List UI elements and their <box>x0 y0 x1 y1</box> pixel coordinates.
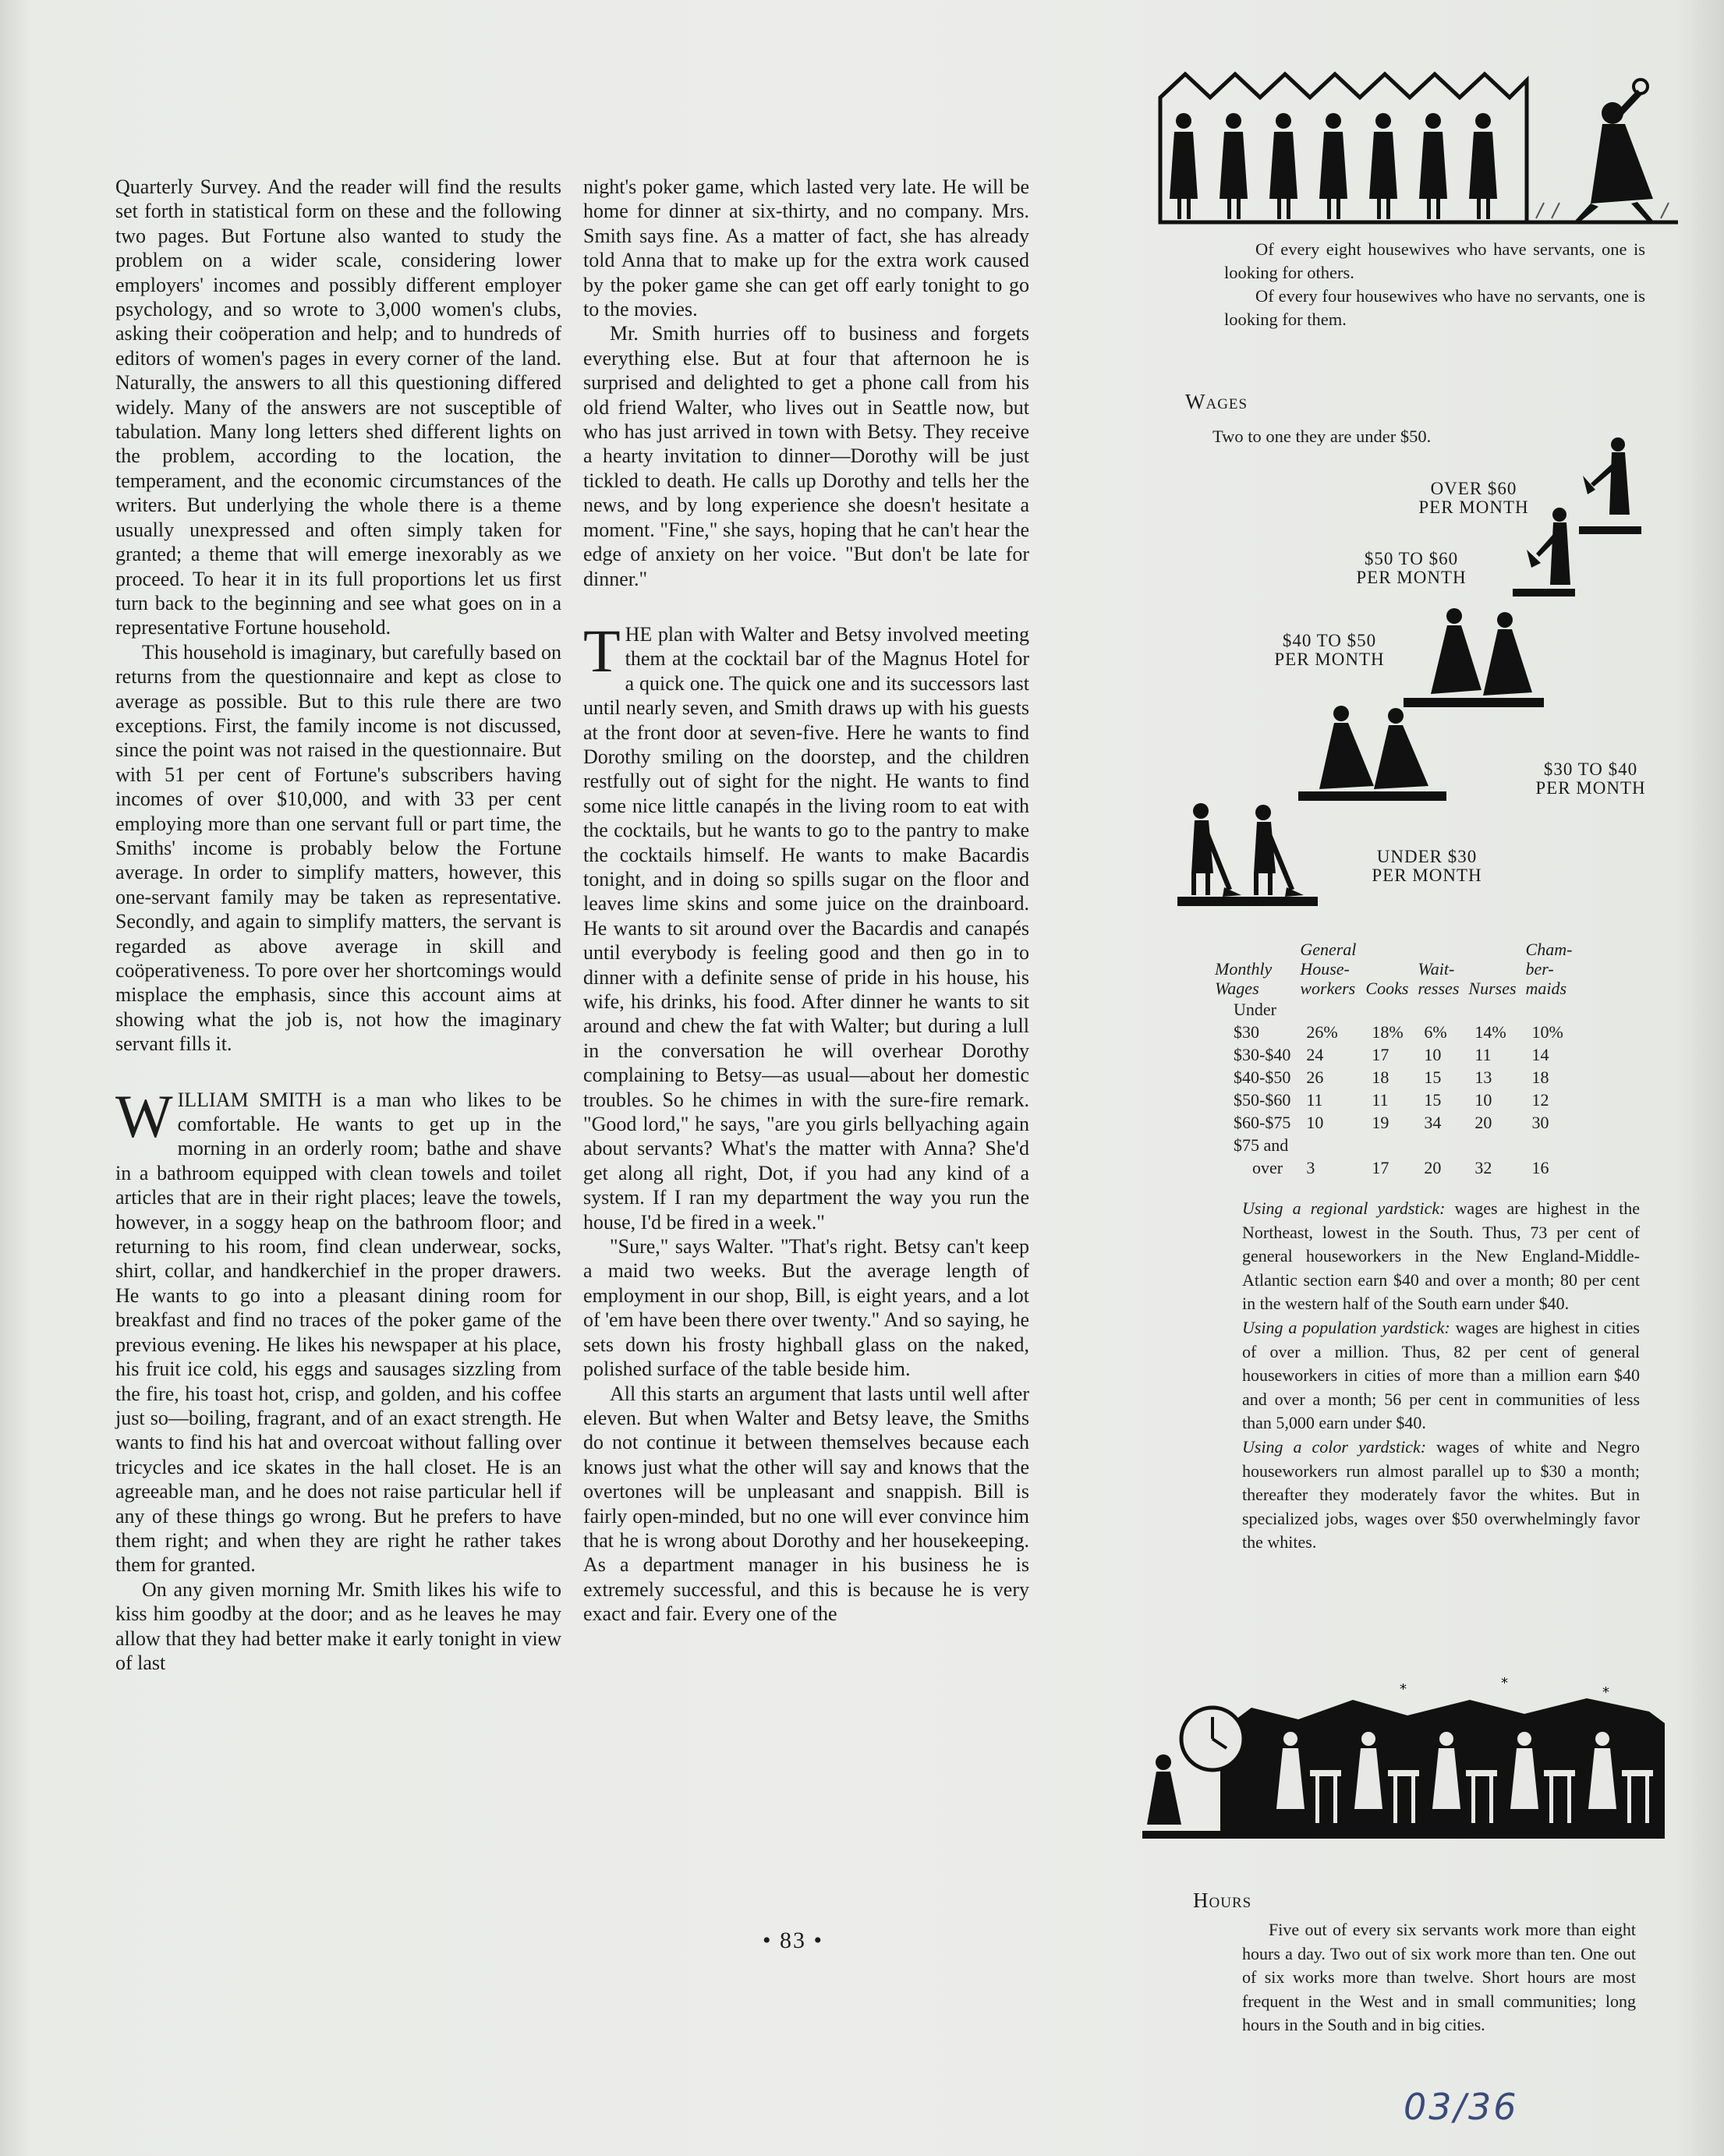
table-cell: 18 <box>1531 1067 1549 1087</box>
wage-label-30-40-line2: PER MONTH <box>1535 778 1646 798</box>
table-cell: 3 <box>1306 1158 1315 1177</box>
table-row <box>1210 1134 1577 1179</box>
hours-heading: Hours <box>1193 1889 1252 1912</box>
table-row <box>1210 1066 1577 1089</box>
table-cell: 18 <box>1372 1067 1389 1087</box>
table-cell: 18% <box>1372 1022 1404 1042</box>
row-label: $75 and over <box>1234 1135 1289 1177</box>
row-label: $50-$60 <box>1234 1090 1291 1110</box>
wage-table-header-row <box>1210 940 1577 998</box>
row-label: $60-$75 <box>1234 1113 1291 1132</box>
table-cell: 14% <box>1474 1022 1506 1042</box>
wage-label-under30 <box>1333 848 1520 885</box>
col2-paragraph-1: night's poker game, which lasted very late. He will be home for dinner at six-thirty, and no company. Mrs. Smith says fine. As a matter of fact, she has already told Anna that to make up for the extra work caused by the poker game she can get off early tonight to go to the movies. <box>583 175 1029 321</box>
table-cell: 17 <box>1372 1045 1389 1064</box>
table-cell: 17 <box>1372 1158 1389 1177</box>
wage-label-over60 <box>1380 480 1567 517</box>
table-row <box>1210 998 1577 1043</box>
wage-label-40-50-line2: PER MONTH <box>1274 650 1385 669</box>
wage-label-50-60-line1: $50 TO $60 <box>1364 549 1459 568</box>
table-cell: 12 <box>1531 1090 1549 1110</box>
col2-paragraph-3-text: HE plan with Walter and Betsy involved meeting them at the cocktail bar of the Magnus Hotel for a quick one. The quick one and its successors last until nearly seven, and Smith draws up with his guests at the front door at seven-five. Here he wants to find Dorothy smiling on the doorstep, and the children restfully out of sight for the night. He wants to find some nice little canapés in the living room to eat with the cocktails, but he wants to go to the pantry to make the cocktails himself. He wants to make Bacardis tonight, and in doing so spills sugar on the floor and leaves lime skins and some juice on the drainboard. He wants to sit around over the Bacardis and canapés until everybody is feeling good and then go in to dinner with a definite sense of pride in his house, his wife, his drinks, his food. After dinner he wants to sit around and chew the fat with Walter; but during a lull in the conversation he will overhear Dorothy complaining to Betsy—as usual—about her domestic troubles. So he chimes in with the sure-fire remark. "Good lord," he says, "are you girls bellyaching again about servants? What's the matter with Anna? She'd get along all right, Dot, if you had any kind of a system. If I ran my department the way you run the house, I'd be fired in a week." <box>583 622 1029 1234</box>
wage-label-50-60 <box>1318 550 1505 587</box>
table-row <box>1210 1089 1577 1111</box>
table-cell: 10% <box>1531 1022 1563 1042</box>
table-cell: 13 <box>1474 1067 1492 1087</box>
table-cell: 10 <box>1424 1045 1442 1064</box>
wage-label-under30-line1: UNDER $30 <box>1376 847 1478 866</box>
svg-text:*: * <box>1602 1684 1609 1701</box>
table-cell: 20 <box>1424 1158 1442 1177</box>
drop-cap-w: W <box>115 1082 173 1150</box>
wages-heading: Wages <box>1185 390 1248 413</box>
table-cell: 15 <box>1424 1067 1442 1087</box>
wage-table <box>1210 940 1577 1179</box>
header-nurses: Nurses <box>1468 979 1517 998</box>
note-population: Using a population yardstick: wages are highest in cities of over a million. Thus, 82 per cent of general houseworkers in cities of more than a million earn $40 and over a month; 56 per cent in communities of less than 5,000 earn under $40. <box>1242 1317 1640 1433</box>
table-cell: 10 <box>1306 1113 1324 1132</box>
header-cooks: Cooks <box>1365 979 1409 998</box>
table-cell: 19 <box>1372 1113 1389 1132</box>
table-cell: 16 <box>1531 1158 1549 1177</box>
table-cell: 20 <box>1474 1113 1492 1132</box>
hours-clock-illustration <box>1135 1676 1673 1844</box>
col1-paragraph-4: On any given morning Mr. Smith likes his wife to kiss him goodby at the door; and as he leaves he may allow that they had better make it early tonight in view of last <box>115 1577 561 1674</box>
wages-subtitle: Two to one they are under $50. <box>1212 427 1432 446</box>
table-row <box>1210 1111 1577 1134</box>
wage-label-30-40 <box>1497 760 1684 798</box>
hours-text: Five out of every six servants work more than eight hours a day. Two out of six work more than ten. One out of six works more than twelve. Short hours are most frequent in the West and in small communities; long hours in the South and in big cities. <box>1242 1920 1636 2035</box>
header-general-houseworkers: General House- workers <box>1300 940 1357 998</box>
table-cell: 30 <box>1531 1113 1549 1132</box>
wage-label-30-40-line1: $30 TO $40 <box>1543 759 1638 779</box>
table-cell: 26 <box>1306 1067 1324 1087</box>
col1-paragraph-1: Quarterly Survey. And the reader will find the results set forth in statistical form on these and the following two pages. But Fortune also wanted to study the problem on a wider scale, considering lower employers' incomes and possibly different employer psychology, and so wrote to 3,000 women's clubs, asking their coöperation and help; and to hundreds of editors of women's pages in every corner of the land. Naturally, the answers to all this questioning differed widely. Many of the answers are not susceptible of tabulation. Many long letters shed different lights on the problem, according to the location, the temperament, and the economic circumstances of the writers. But underlying the whole there is a theme usually unexpressed and often simply taken for granted; a theme that will emerge inexorably as we proceed. To hear it in its full proportions let us first turn back to the beginning and see what goes on in a representative Fortune household. <box>115 175 561 639</box>
col2-paragraph-4: "Sure," says Walter. "That's right. Betsy can't keep a maid two weeks. But the average length of employment in our shop, Bill, is eight years, and a lot of 'em have been there over twenty." And so saying, he sets down his frosty highball glass on the naked, polished surface of the table beside him. <box>583 1235 1029 1381</box>
col2-paragraph-2: Mr. Smith hurries off to business and forgets everything else. But at four that afternoon he is surprised and delighted to get a phone call from his old friend Walter, who lives out in Seattle now, but who has just arrived in town with Betsy. They receive a hearty invitation to dinner—Dorothy will be just tickled to death. He calls up Dorothy and tells her the news, and by long experience she doesn't hesitate a moment. "Fine," she says, hoping that he can't hear the edge of anxiety on her voice. "But don't be late for dinner." <box>583 322 1029 590</box>
wage-label-over60-line1: OVER $60 <box>1430 479 1517 498</box>
page-number: • 83 • <box>763 1928 824 1953</box>
row-label: Under $30 <box>1234 1000 1276 1042</box>
note-color: Using a color yardstick: wages of white and Negro houseworkers run almost parallel up to $30 a month; thereafter they moderately favor the whites. But in specialized jobs, wages over $50 overwhelmingly favor the whites. <box>1242 1436 1640 1552</box>
wage-notes <box>1242 1197 1640 1555</box>
header-monthly-wages: Monthly Wages <box>1215 959 1273 998</box>
col2-paragraph-5: All this starts an argument that lasts until well after eleven. But when Walter and Betsy leave, the Smiths do not continue it between themselves because each knows just what the other will say and knows that the overtones will be unpleasant and snappish. Bill is fairly open-minded, but no one will ever convince him that he is wrong about Dorothy and her housekeeping. As a department manager in his business he is extremely successful, and this is because he is very exact and fair. Every one of the <box>583 1382 1029 1626</box>
handwritten-note: 03/36 <box>1404 2086 1519 2128</box>
table-row <box>1210 1043 1577 1066</box>
table-cell: 11 <box>1372 1090 1389 1110</box>
table-cell: 6% <box>1424 1022 1447 1042</box>
table-cell: 10 <box>1474 1090 1492 1110</box>
table-cell: 15 <box>1424 1090 1442 1110</box>
wage-label-50-60-line2: PER MONTH <box>1356 568 1467 587</box>
top-caption <box>1224 238 1645 331</box>
table-cell: 14 <box>1531 1045 1549 1064</box>
note-regional: Using a regional yardstick: wages are highest in the Northeast, lowest in the South. Thus, 73 per cent of general houseworkers in the New England-Middle-Atlantic section earn $40 and over a month; 80 per cent in the western half of the South earn under $40. <box>1242 1198 1640 1314</box>
table-cell: 11 <box>1474 1045 1492 1064</box>
wage-label-40-50 <box>1236 632 1423 669</box>
row-label: $30-$40 <box>1234 1045 1291 1064</box>
col2-paragraph-3 <box>583 616 1029 1234</box>
table-cell: 26% <box>1306 1022 1338 1042</box>
svg-text:*: * <box>1400 1681 1407 1698</box>
svg-text:*: * <box>1501 1676 1508 1691</box>
table-cell: 34 <box>1424 1113 1442 1132</box>
wage-label-over60-line2: PER MONTH <box>1418 497 1529 517</box>
wage-label-40-50-line1: $40 TO $50 <box>1282 631 1377 650</box>
wage-label-under30-line2: PER MONTH <box>1372 866 1482 885</box>
row-label: $40-$50 <box>1234 1067 1291 1087</box>
col1-paragraph-3 <box>115 1082 561 1577</box>
caption-line-1: Of every eight housewives who have servants, one is looking for others. <box>1224 239 1645 282</box>
drop-cap-t: T <box>583 616 621 685</box>
table-cell: 24 <box>1306 1045 1324 1064</box>
header-waitresses: Wait- resses <box>1418 959 1460 998</box>
header-chambermaids: Cham- ber- maids <box>1525 940 1573 998</box>
servants-row-illustration <box>1154 43 1684 230</box>
col1-paragraph-3-text: ILLIAM SMITH is a man who likes to be comfortable. He wants to get up in the morning in an orderly room; bathe and shave in a bathroom equipped with clean towels and toilet articles that are in their right places; leave the towels, however, in a soggy heap on the bathroom floor; and returning to his room, find clean underwear, socks, shirt, collar, and handkerchief in the proper drawers. He wants to go into a pleasant dining room for breakfast and find no traces of the poker game of the previous evening. He likes his newspaper at his place, his fruit ice cold, his eggs and sausages sizzling from the fire, his toast hot, crisp, and golden, and his coffee just so—boiling, fragrant, and of an exact strength. He wants to find his hat and overcoat without falling over tricycles and ice skates in the hall closet. He is an agreeable man, and he does not raise particular hell if any of these things go wrong. But he prefers to have them right; and when they are right he rather takes them for granted. <box>115 1088 561 1577</box>
col1-paragraph-2: This household is imaginary, but carefully based on returns from the questionnaire and kept as close to average as possible. But to this rule there are two exceptions. First, the family income is not discussed, since the point was not raised in the questionnaire. But with 51 per cent of Fortune's subscribers having incomes of over $10,000, and with 33 per cent employing more than one servant full or part time, the Smiths' income is probably below the Fortune average. In order to simplify matters, however, this one-servant family may be taken as representative. Secondly, and again to simplify matters, the servant is regarded as above average in skill and coöperativeness. To pore over her shortcomings would misplace the emphasis, since this account aims at showing what the job is, not how the imaginary servant fills it. <box>115 640 561 1056</box>
table-cell: 11 <box>1306 1090 1323 1110</box>
article-column-2 <box>583 175 1029 1627</box>
article-column-1 <box>115 175 561 1675</box>
caption-line-2: Of every four housewives who have no servants, one is looking for them. <box>1224 286 1645 329</box>
table-cell: 32 <box>1474 1158 1492 1177</box>
